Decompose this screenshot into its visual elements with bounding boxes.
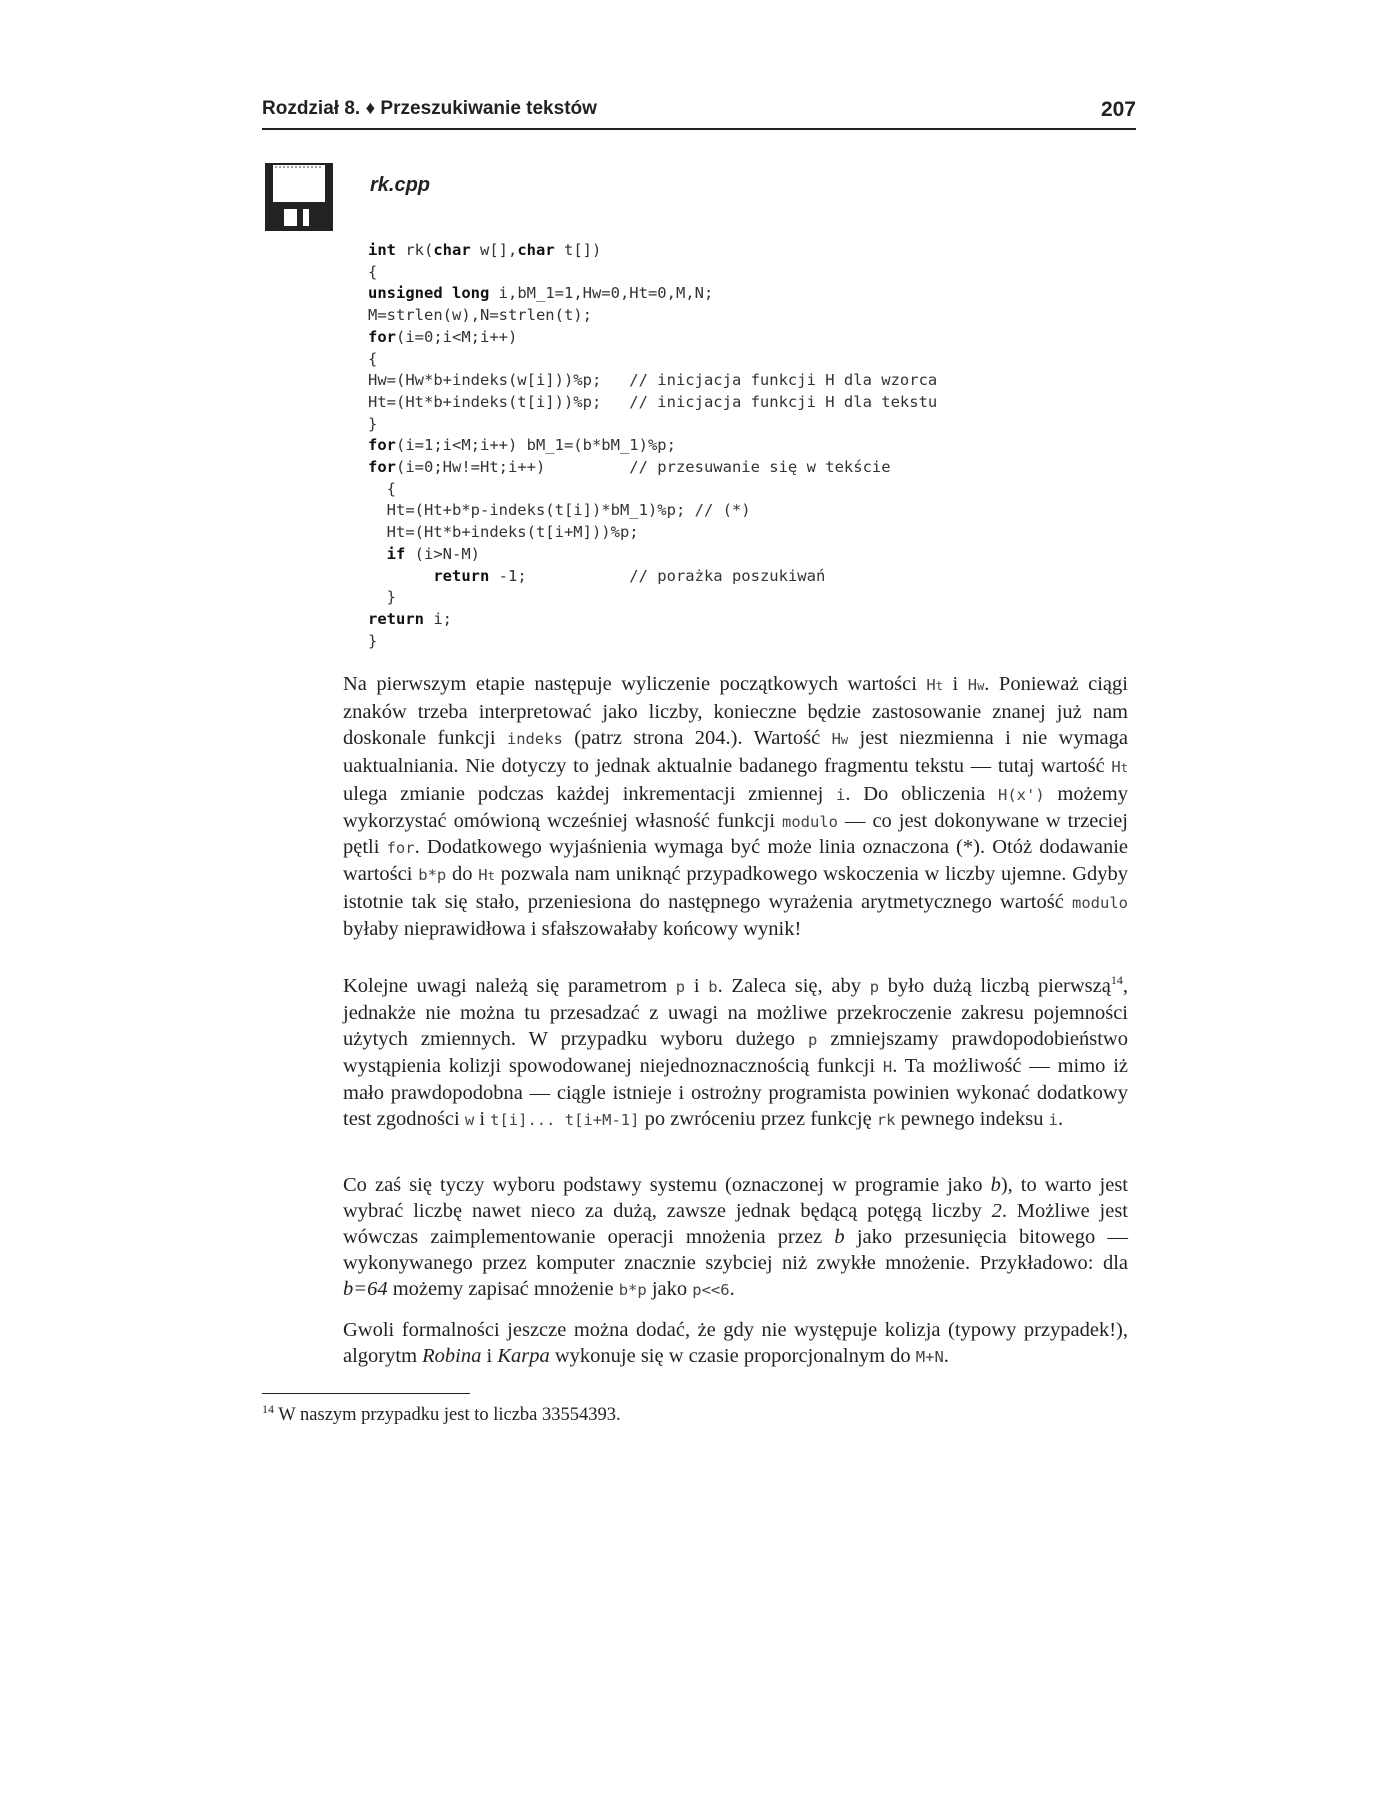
footnote-ref: 14 [1110,973,1123,988]
footnote-number: 14 [262,1401,274,1416]
code-line: Ht=(Ht*b+indeks(t[i+M]))%p; [368,523,639,542]
paragraph-2: Kolejne uwagi należą się parametrom p i b. Zaleca się, aby p było dużą liczbą pierwszą$^{14}$, jednakże nie można tu przesadzać z uwagi na możliwe przekroczenie zakresu pojemności użytych zmiennych. W przypadku wyboru dużego p zmniejszamy prawdopodobieństwo wystąpienia kolizji spowodowanej niejednoznacznością funkcji H. Ta możliwość — mimo iż mało prawdopodobna — ciągle istnieje i ostrożny programista powinien wykonać dodatkowy test zgodności w i t[i]... t[i+M-1] po zwróceniu przez funkcję rk pewnego indeksu i. [343,973,1128,1130]
footnote [262,1401,621,1426]
code-line: return i; [368,609,452,628]
footnote-rule [262,1393,470,1394]
code-line: int rk(char w[],char t[]) [368,241,602,259]
floppy-disk-icon [265,163,333,231]
paragraph-4: Gwoli formalności jeszcze można dodać, że gdy nie występuje kolizja (typowy przypadek!), algorytm Robina i Karpa wykonuje się w czasie proporcjonalnym do M+N. [343,1319,1128,1367]
running-header [262,98,1136,130]
code-line: for(i=0;Hw!=Ht;i++) // przesuwanie się w tekście [368,458,891,477]
code-line: for(i=1;i<M;i++) bM_1=(b*bM_1)%p; [368,436,676,455]
code-line: Ht=(Ht*b+indeks(t[i]))%p; // inicjacja funkcji H dla tekstu [368,392,938,411]
paragraph-1: Na pierwszym etapie następuje wyliczenie początkowych wartości Ht i Hw. Ponieważ ciągi znaków trzeba interpretować jako liczby, konieczne będzie zastosowanie znanej już nam doskonale funkcji indeks (patrz strona 204.). Wartość Hw jest niezmienna i nie wymaga uaktualniania. Nie dotyczy to jednak aktualnie badanego fragmentu tekstu — tutaj wartość Ht ulega zmianie podczas każdej inkrementacji zmiennej i. Do obliczenia H(x') możemy wykorzystać omówioną wcześniej własność funkcji modulo — co jest dokonywane w trzeciej pętli for. Dodatkowego wyjaśnienia wymaga być może linia oznaczona (*). Otóż dodawanie wartości b*p do Ht pozwala nam uniknąć przypadkowego wskoczenia w liczby ujemne. Gdyby istotnie tak się stało, przeniesiona do następnego wyrażenia arytmetycznego wartość modulo byłaby nieprawidłowa i sfałszowałaby końcowy wynik! [343,673,1129,941]
code-line: for(i=0;i<M;i++) [368,327,518,346]
code-line: Hw=(Hw*b+indeks(w[i]))%p; // inicjacja funkcji H dla wzorca [368,371,938,390]
code-listing [368,240,937,652]
code-line: } [368,631,378,650]
code-line: } [368,588,396,607]
code-line: } [368,414,378,433]
code-line: { [368,349,378,368]
page-number: 207 [1100,98,1136,121]
code-line: { [368,262,378,281]
chapter-title: Rozdział 8. ♦ Przeszukiwanie tekstów [262,98,597,119]
code-line: Ht=(Ht+b*p-indeks(t[i])*bM_1)%p; // (*) [368,501,751,520]
footnote-text: W naszym przypadku jest to liczba 33554393. [274,1405,621,1425]
code-line: if (i>N-M) [386,544,480,563]
code-line: return -1; // porażka poszukiwań [433,566,826,585]
code-file-name: rk.cpp [370,174,431,196]
code-line: unsigned long i,bM_1=1,Hw=0,Ht=0,M,N; [368,284,714,303]
code-line: M=strlen(w),N=strlen(t); [368,306,592,325]
paragraph-3: Co zaś się tyczy wyboru podstawy systemu (oznaczonej w programie jako b), to warto jest wybrać liczbę nawet nieco za dużą, zawsze jednak będącą potęgą liczby 2. Możliwe jest wówczas zaimplementowanie operacji mnożenia przez b jako przesunięcia bitowego — wykonywanego przez komputer znacznie szybciej niż zwykłe mnożenie. Przykładowo: dla b=64 możemy zapisać mnożenie b*p jako p<<6. [343,1174,1129,1300]
code-line: { [368,479,396,498]
